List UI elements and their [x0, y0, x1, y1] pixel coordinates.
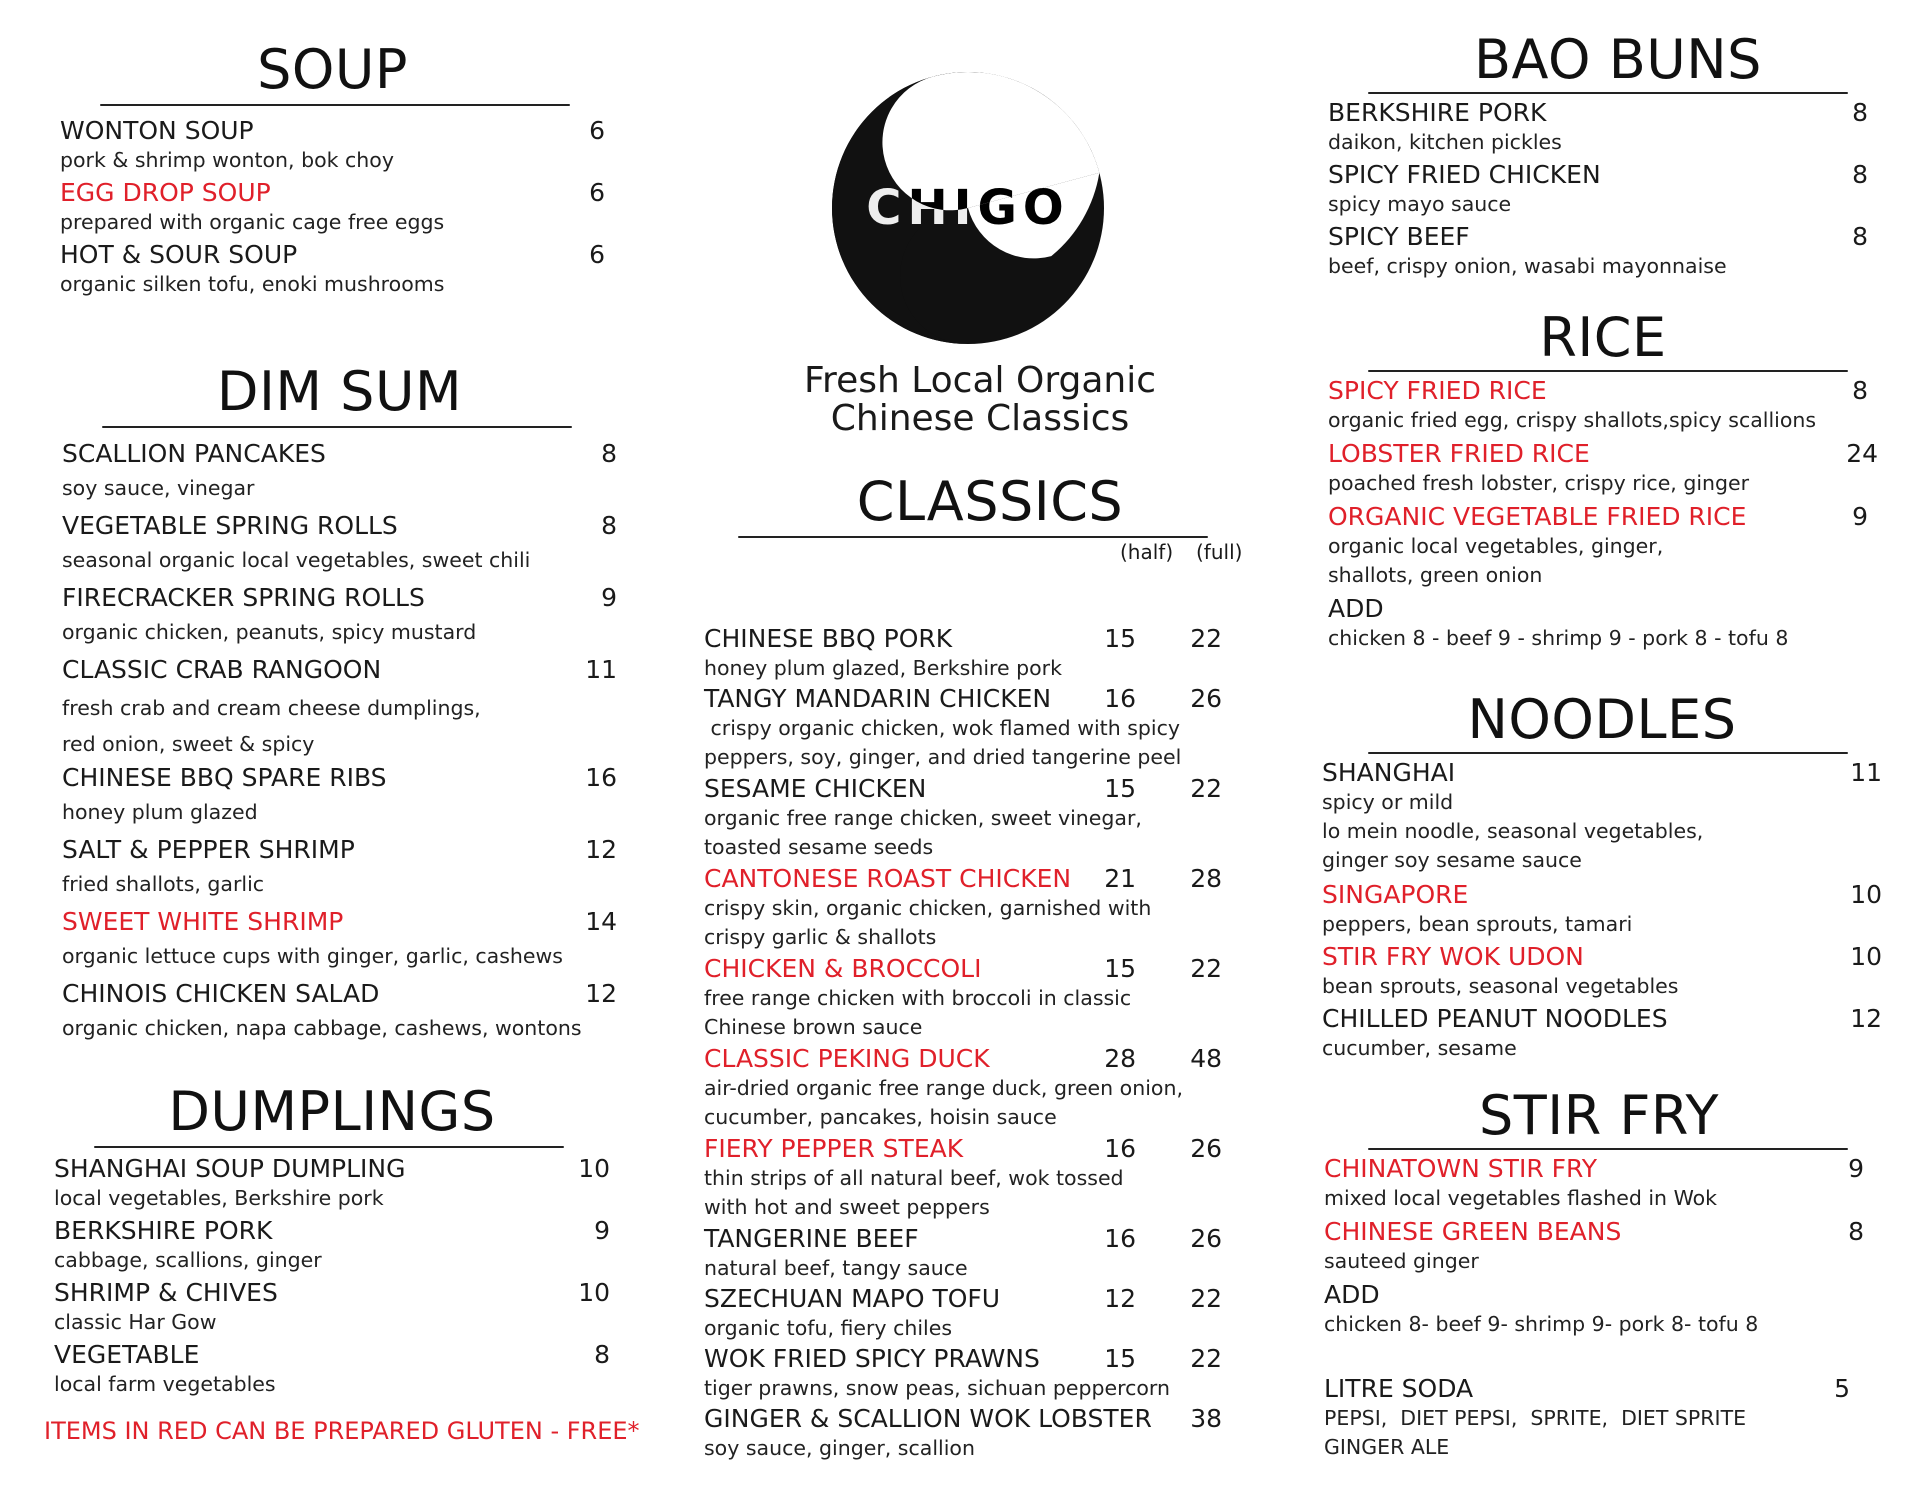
item-description: tiger prawns, snow peas, sichuan peppercorn [704, 1376, 1170, 1400]
item-description-line2: crispy garlic & shallots [704, 925, 937, 949]
item-name: ADD [1324, 1280, 1380, 1309]
item-price: 8 [601, 511, 617, 540]
item-list [704, 624, 1260, 1464]
item-price-half: 16 [1104, 684, 1136, 713]
item-description: thin strips of all natural beef, wok tossed [704, 1166, 1124, 1190]
item-list [1328, 376, 1878, 656]
item-description: fried shallots, garlic [62, 872, 265, 896]
item-description: organic lettuce cups with ginger, garlic, cashews [62, 944, 563, 968]
tagline-line-1: Fresh Local Organic [803, 360, 1157, 401]
item-name: GINGER & SCALLION WOK LOBSTER [704, 1404, 1152, 1433]
classics-section [700, 470, 1260, 1460]
section-title: CLASSICS [856, 470, 1124, 533]
menu-item [62, 830, 617, 902]
half-label: (half) [1120, 540, 1174, 564]
menu-item [62, 974, 617, 1046]
menu-item [704, 1284, 1260, 1344]
section-divider [1368, 370, 1848, 372]
item-description: organic fried egg, crispy shallots,spicy scallions [1328, 408, 1817, 432]
dumplings-section [54, 1080, 610, 1402]
item-price: 9 [1848, 1154, 1864, 1183]
tagline-line-2: Chinese Classics [830, 398, 1130, 439]
item-price: 10 [1850, 942, 1882, 971]
item-price: 24 [1846, 439, 1878, 468]
noodles-section [1322, 690, 1882, 1066]
item-description: soy sauce, vinegar [62, 476, 255, 500]
section-title: STIR FRY [1479, 1084, 1719, 1147]
menu-item [1328, 376, 1878, 439]
item-description: honey plum glazed, Berkshire pork [704, 656, 1062, 680]
item-name: SPICY FRIED CHICKEN [1328, 160, 1601, 189]
item-description: chicken 8- beef 9- shrimp 9- pork 8- tofu 8 [1324, 1312, 1759, 1336]
section-divider [1368, 752, 1848, 754]
item-description-line3: ginger soy sesame sauce [1322, 848, 1582, 872]
item-price: 11 [585, 655, 617, 684]
item-name: TANGERINE BEEF [704, 1224, 919, 1253]
item-price: 8 [1852, 222, 1868, 251]
item-price: 8 [1848, 1217, 1864, 1246]
item-price-full: 22 [1190, 774, 1222, 803]
item-price: 8 [1852, 160, 1868, 189]
item-name: CHINESE BBQ SPARE RIBS [62, 763, 387, 792]
menu-item [1324, 1154, 1874, 1217]
item-description: poached fresh lobster, crispy rice, ginger [1328, 471, 1750, 495]
item-name: SHANGHAI SOUP DUMPLING [54, 1154, 406, 1183]
menu-item [704, 1044, 1260, 1134]
item-name: SZECHUAN MAPO TOFU [704, 1284, 1001, 1313]
stirfry-section [1324, 1086, 1874, 1342]
item-name: ADD [1328, 594, 1384, 623]
item-description: pork & shrimp wonton, bok choy [60, 148, 394, 172]
item-name: SWEET WHITE SHRIMP [62, 907, 344, 936]
item-price: 12 [585, 835, 617, 864]
item-name: STIR FRY WOK UDON [1322, 942, 1584, 971]
logo [828, 60, 1108, 360]
item-price: 11 [1850, 758, 1882, 787]
item-description: local farm vegetables [54, 1372, 276, 1396]
section-title: SOUP [257, 38, 408, 101]
section-title: DUMPLINGS [168, 1080, 496, 1143]
item-description: natural beef, tangy sauce [704, 1256, 968, 1280]
item-price: 9 [594, 1216, 610, 1245]
item-description: chicken 8 - beef 9 - shrimp 9 - pork 8 - tofu 8 [1328, 626, 1789, 650]
item-name: TANGY MANDARIN CHICKEN [704, 684, 1052, 713]
menu-item [704, 1224, 1260, 1284]
menu-item [704, 954, 1260, 1044]
menu-item [54, 1216, 610, 1278]
item-description: organic tofu, fiery chiles [704, 1316, 953, 1340]
menu-item [1322, 758, 1882, 880]
item-description: PEPSI, DIET PEPSI, SPRITE, DIET SPRITE [1324, 1406, 1747, 1430]
menu-item [1328, 160, 1868, 222]
item-description: peppers, bean sprouts, tamari [1322, 912, 1633, 936]
item-list [1322, 758, 1882, 1066]
item-price: 10 [578, 1154, 610, 1183]
item-description: mixed local vegetables flashed in Wok [1324, 1186, 1718, 1210]
section-divider [1368, 92, 1848, 94]
item-price: 10 [1850, 880, 1882, 909]
menu-item [62, 650, 617, 758]
item-description: fresh crab and cream cheese dumplings, [62, 696, 481, 720]
item-name: FIERY PEPPER STEAK [704, 1134, 964, 1163]
item-name: SINGAPORE [1322, 880, 1469, 909]
item-price: 12 [585, 979, 617, 1008]
item-description: cabbage, scallions, ginger [54, 1248, 322, 1272]
item-description: organic chicken, napa cabbage, cashews, wontons [62, 1016, 582, 1040]
item-name: SHANGHAI [1322, 758, 1456, 787]
item-price-half: 28 [1104, 1044, 1136, 1073]
item-description: crispy skin, organic chicken, garnished with [704, 896, 1152, 920]
item-price: 9 [1852, 502, 1868, 531]
menu-item [704, 684, 1260, 774]
item-price-full: 26 [1190, 1134, 1222, 1163]
menu-item [1322, 942, 1882, 1004]
item-description: spicy mayo sauce [1328, 192, 1512, 216]
section-divider [1368, 1148, 1848, 1150]
item-price: 12 [1850, 1004, 1882, 1033]
menu-item [62, 758, 617, 830]
menu-item [60, 178, 605, 240]
item-description: organic chicken, peanuts, spicy mustard [62, 620, 477, 644]
item-price-half: 16 [1104, 1224, 1136, 1253]
item-price-full: 22 [1190, 1284, 1222, 1313]
item-price-full: 38 [1190, 1404, 1222, 1433]
item-name: WOK FRIED SPICY PRAWNS [704, 1344, 1040, 1373]
item-name: SHRIMP & CHIVES [54, 1278, 278, 1307]
item-description: spicy or mild [1322, 790, 1454, 814]
section-divider [100, 104, 570, 106]
item-name: VEGETABLE SPRING ROLLS [62, 511, 398, 540]
item-name: CLASSIC PEKING DUCK [704, 1044, 990, 1073]
item-price-half: 12 [1104, 1284, 1136, 1313]
section-divider [102, 426, 572, 428]
item-name: CLASSIC CRAB RANGOON [62, 655, 382, 684]
item-description: daikon, kitchen pickles [1328, 130, 1562, 154]
item-name: ORGANIC VEGETABLE FRIED RICE [1328, 502, 1747, 531]
item-name: HOT & SOUR SOUP [60, 240, 298, 269]
item-name: SPICY BEEF [1328, 222, 1470, 251]
item-price: 6 [589, 178, 605, 207]
baobuns-section [1328, 30, 1868, 284]
item-price: 10 [578, 1278, 610, 1307]
item-price: 16 [585, 763, 617, 792]
soda-item [1324, 1374, 1864, 1462]
menu-item [1322, 1004, 1882, 1066]
item-name: BERKSHIRE PORK [54, 1216, 273, 1245]
item-description: organic silken tofu, enoki mushrooms [60, 272, 445, 296]
menu-item [704, 1134, 1260, 1224]
menu-item [1328, 222, 1868, 284]
item-list [62, 434, 617, 1046]
menu-item [60, 240, 605, 302]
item-name: EGG DROP SOUP [60, 178, 271, 207]
item-list [1328, 98, 1868, 284]
menu-item [704, 1344, 1260, 1404]
item-description-line2: peppers, soy, ginger, and dried tangerine peel [704, 745, 1182, 769]
item-name: LOBSTER FRIED RICE [1328, 439, 1590, 468]
item-description: seasonal organic local vegetables, sweet chili [62, 548, 531, 572]
full-label: (full) [1196, 540, 1243, 564]
item-list [60, 116, 605, 302]
section-title: RICE [1539, 306, 1667, 369]
item-description: crispy organic chicken, wok flamed with spicy [704, 716, 1181, 740]
item-price-full: 22 [1190, 624, 1222, 653]
menu-item [54, 1278, 610, 1340]
item-description-line2: red onion, sweet & spicy [62, 732, 315, 756]
item-name: SCALLION PANCAKES [62, 439, 326, 468]
item-price: 14 [585, 907, 617, 936]
item-description: honey plum glazed [62, 800, 258, 824]
menu-item [1322, 880, 1882, 942]
item-description: classic Har Gow [54, 1310, 217, 1334]
item-price-full: 26 [1190, 684, 1222, 713]
item-price: 8 [1852, 376, 1868, 405]
section-divider [94, 1146, 564, 1148]
item-description: organic free range chicken, sweet vinegar, [704, 806, 1142, 830]
item-name: CHINATOWN STIR FRY [1324, 1154, 1598, 1183]
item-description: sauteed ginger [1324, 1249, 1479, 1273]
menu-item [54, 1340, 610, 1402]
menu-item [704, 774, 1260, 864]
item-description: bean sprouts, seasonal vegetables [1322, 974, 1679, 998]
logo-text: CHIGO [866, 180, 1070, 236]
item-name: LITRE SODA [1324, 1374, 1474, 1403]
item-description-line2: lo mein noodle, seasonal vegetables, [1322, 819, 1704, 843]
item-price: 8 [601, 439, 617, 468]
item-name: VEGETABLE [54, 1340, 200, 1369]
item-name: CHINESE GREEN BEANS [1324, 1217, 1622, 1246]
item-price-half: 16 [1104, 1134, 1136, 1163]
menu-item [704, 864, 1260, 954]
item-price: 8 [1852, 98, 1868, 127]
item-name: SESAME CHICKEN [704, 774, 927, 803]
item-description: organic local vegetables, ginger, [1328, 534, 1664, 558]
item-description: beef, crispy onion, wasabi mayonnaise [1328, 254, 1727, 278]
item-name: CHICKEN & BROCCOLI [704, 954, 982, 983]
item-price-full: 26 [1190, 1224, 1222, 1253]
menu-item [1324, 1280, 1874, 1342]
item-description: local vegetables, Berkshire pork [54, 1186, 384, 1210]
item-name: CANTONESE ROAST CHICKEN [704, 864, 1072, 893]
item-description-line2: GINGER ALE [1324, 1435, 1450, 1459]
item-price-full: 22 [1190, 1344, 1222, 1373]
menu-item [704, 1404, 1260, 1464]
price-column-headers [700, 538, 1260, 572]
item-name: BERKSHIRE PORK [1328, 98, 1547, 127]
item-price-half: 21 [1104, 864, 1136, 893]
menu-item [1328, 502, 1878, 594]
menu-item [62, 902, 617, 974]
item-price-half: 15 [1104, 624, 1136, 653]
menu-item [1324, 1217, 1874, 1280]
menu-item [54, 1154, 610, 1216]
item-list [54, 1154, 610, 1402]
item-price-full: 48 [1190, 1044, 1222, 1073]
soup-section [60, 38, 605, 302]
item-price-full: 28 [1190, 864, 1222, 893]
item-name: WONTON SOUP [60, 116, 254, 145]
item-price: 9 [601, 583, 617, 612]
item-name: SALT & PEPPER SHRIMP [62, 835, 355, 864]
item-description-line2: toasted sesame seeds [704, 835, 934, 859]
item-description: soy sauce, ginger, scallion [704, 1436, 975, 1460]
item-list [1324, 1154, 1874, 1342]
item-description-line2: Chinese brown sauce [704, 1015, 923, 1039]
gluten-free-note: ITEMS IN RED CAN BE PREPARED GLUTEN - FREE* [44, 1417, 640, 1445]
item-name: SPICY FRIED RICE [1328, 376, 1547, 405]
item-description: cucumber, sesame [1322, 1036, 1517, 1060]
item-description: free range chicken with broccoli in classic [704, 986, 1132, 1010]
item-price: 5 [1834, 1374, 1850, 1403]
item-name: CHILLED PEANUT NOODLES [1322, 1004, 1668, 1033]
section-title: NOODLES [1467, 688, 1737, 751]
section-title: DIM SUM [216, 360, 463, 423]
item-price: 6 [589, 240, 605, 269]
menu-item [60, 116, 605, 178]
item-description-line2: shallots, green onion [1328, 563, 1543, 587]
item-name: CHINESE BBQ PORK [704, 624, 953, 653]
item-description: air-dried organic free range duck, green onion, [704, 1076, 1183, 1100]
item-description-line2: with hot and sweet peppers [704, 1195, 990, 1219]
item-price-half: 15 [1104, 774, 1136, 803]
item-price-full: 22 [1190, 954, 1222, 983]
menu-item [1328, 594, 1878, 656]
section-title: BAO BUNS [1474, 28, 1762, 91]
item-name: CHINOIS CHICKEN SALAD [62, 979, 380, 1008]
item-price-half: 15 [1104, 954, 1136, 983]
menu-item [62, 506, 617, 578]
item-description: prepared with organic cage free eggs [60, 210, 445, 234]
dimsum-section [62, 360, 617, 1046]
item-price: 8 [594, 1340, 610, 1369]
menu-item [62, 434, 617, 506]
menu-item [1328, 98, 1868, 160]
menu-item [704, 624, 1260, 684]
item-price-half: 15 [1104, 1344, 1136, 1373]
item-description-line2: cucumber, pancakes, hoisin sauce [704, 1105, 1057, 1129]
menu-item [62, 578, 617, 650]
item-price: 6 [589, 116, 605, 145]
tagline [700, 362, 1260, 438]
rice-section [1328, 308, 1878, 656]
item-name: FIRECRACKER SPRING ROLLS [62, 583, 425, 612]
menu-item [1328, 439, 1878, 502]
